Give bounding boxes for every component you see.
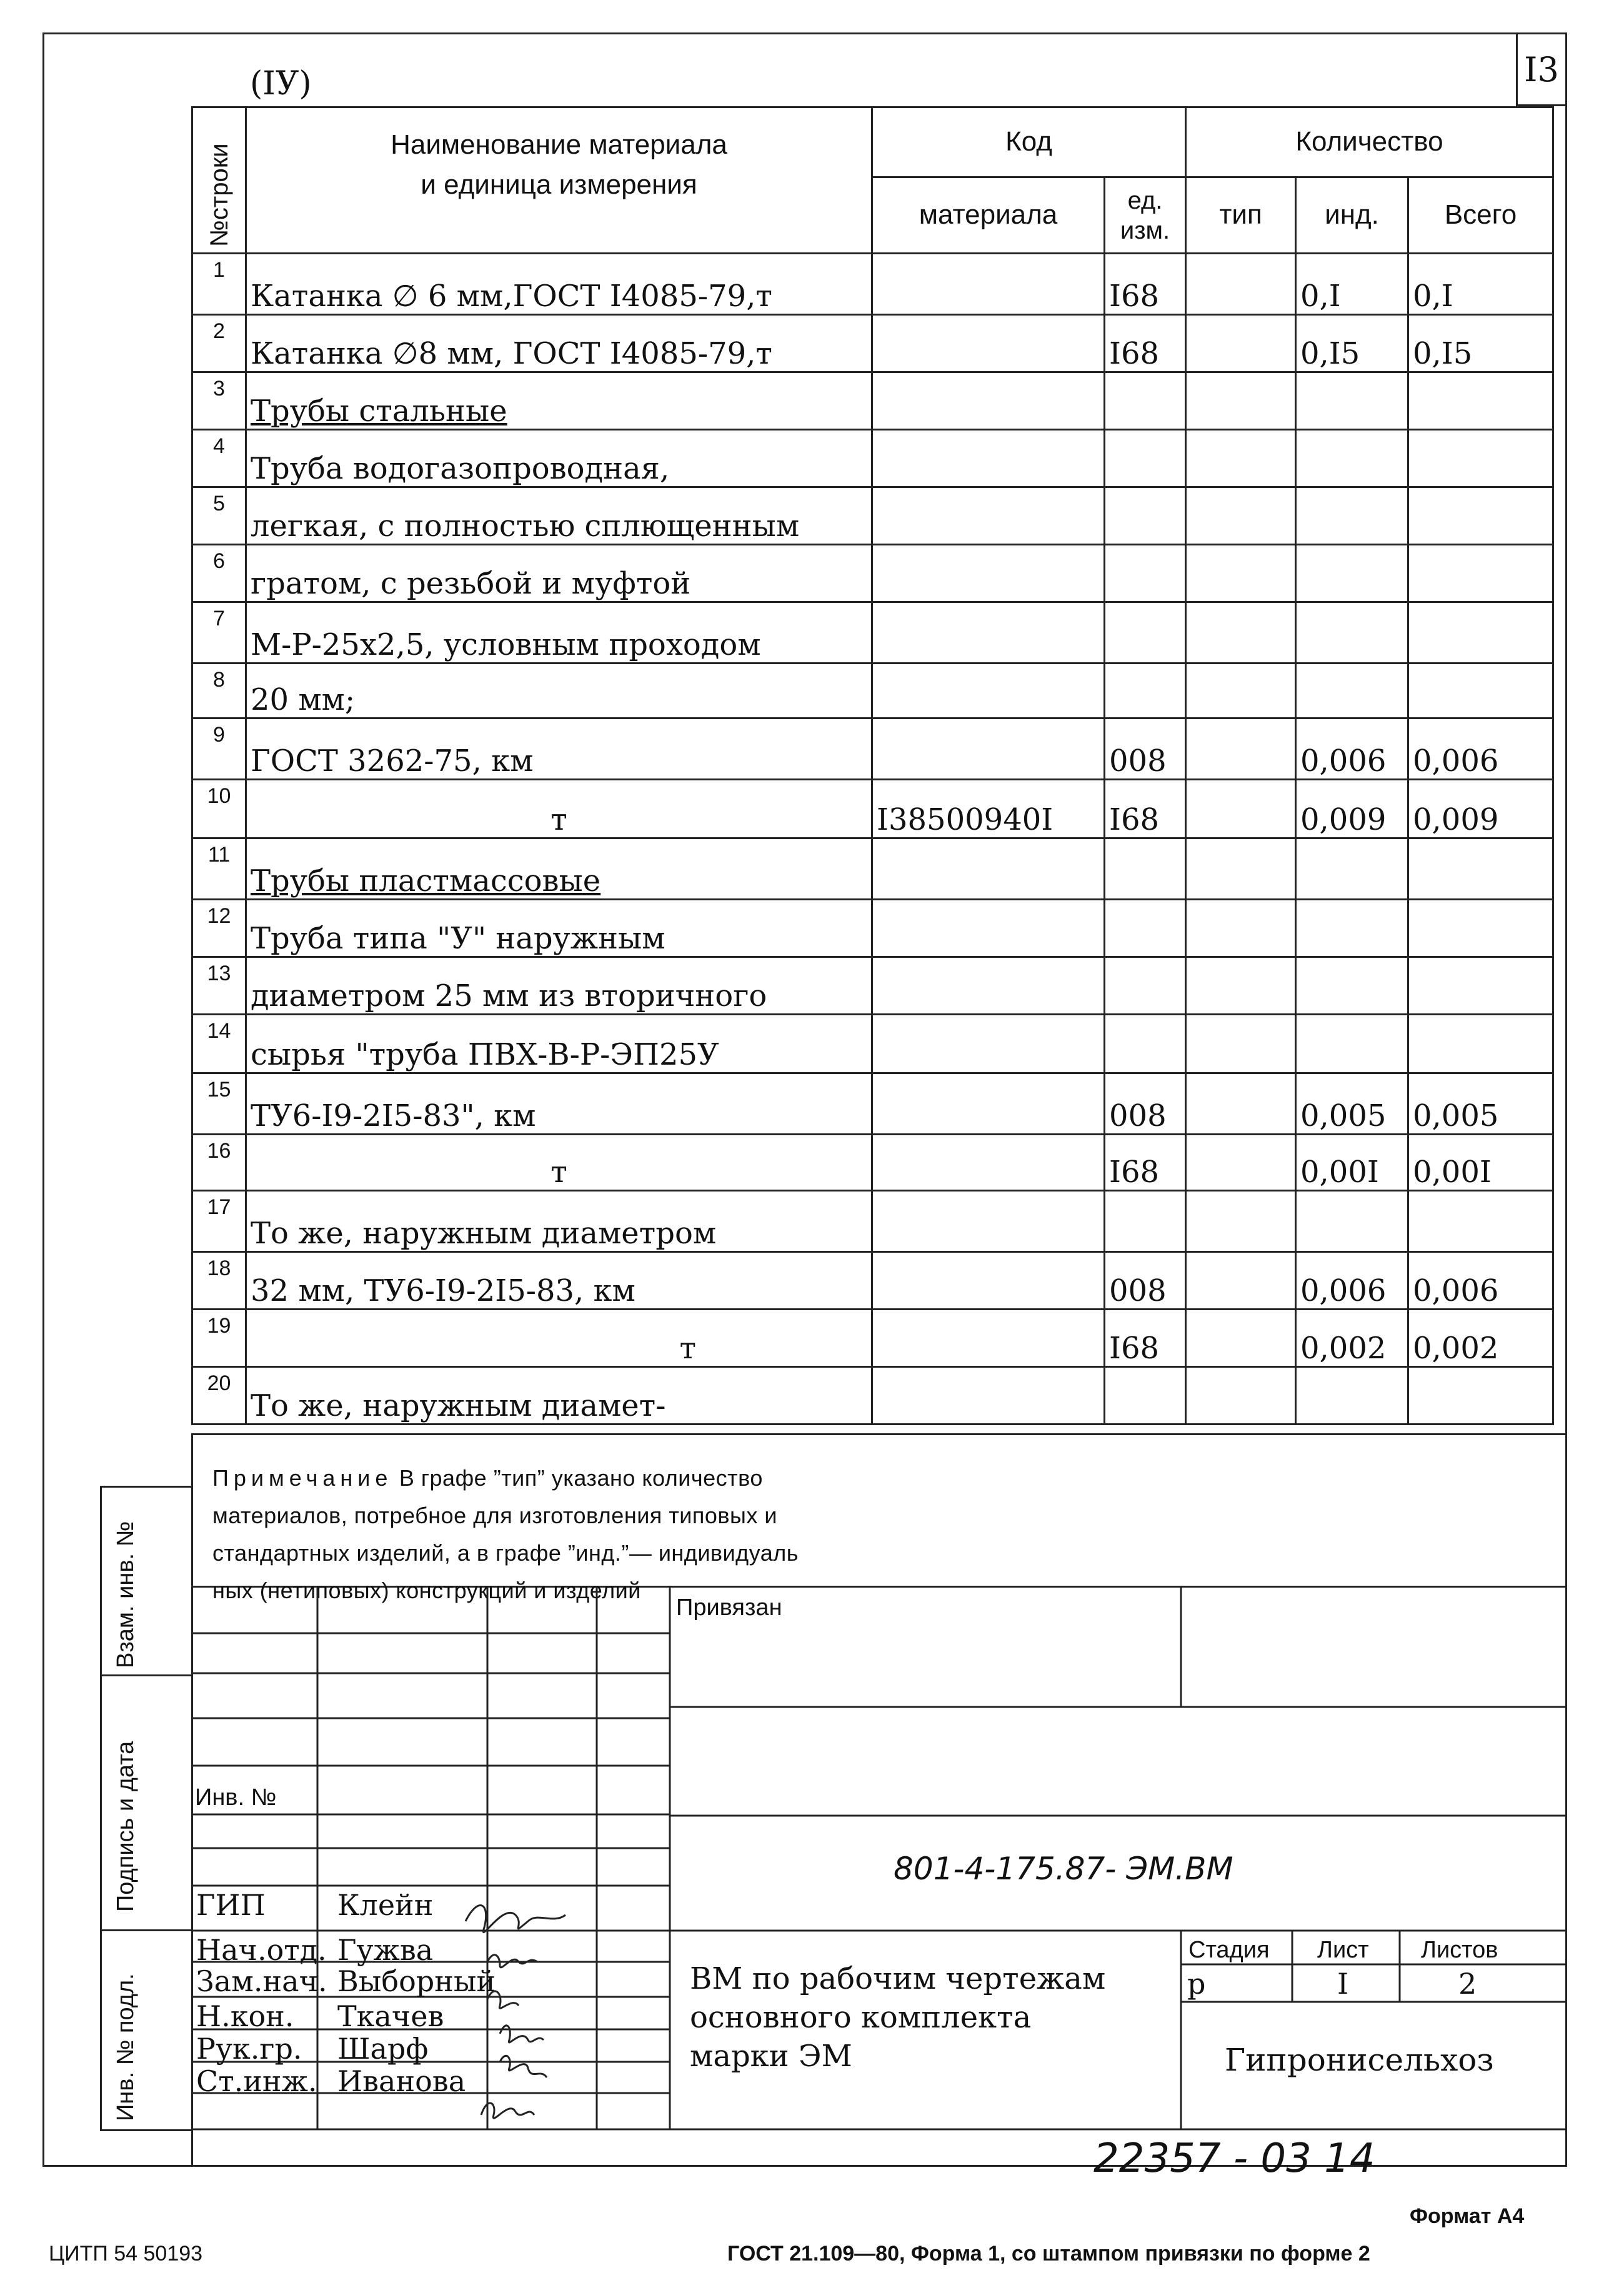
material-name-text: Катанка ∅8 мм, ГОСТ I4085-79,т bbox=[251, 336, 772, 371]
unit-code-text: I68 bbox=[1109, 336, 1160, 371]
material-name-text: ТУ6-I9-2I5-83", км bbox=[251, 1098, 536, 1133]
qty-total-text: 0,005 bbox=[1413, 1098, 1499, 1133]
material-name-text: То же, наружным диаметром bbox=[251, 1216, 717, 1251]
row-number-text: 16 bbox=[207, 1139, 231, 1163]
material-name-text: гратом, с резьбой и муфтой bbox=[251, 566, 691, 601]
unit-code-text: I68 bbox=[1109, 279, 1160, 314]
row-number-text: 9 bbox=[213, 723, 225, 747]
signatory-name: Иванова bbox=[337, 2064, 466, 2098]
unit-code-text: I68 bbox=[1109, 1331, 1160, 1366]
code-group-header: Код bbox=[872, 107, 1186, 177]
material-name-text: т bbox=[550, 1155, 567, 1190]
stage-label: Стадия bbox=[1188, 1937, 1270, 1963]
name-header-line1: Наименование материала bbox=[391, 129, 727, 161]
qty-total-text: 0,00I bbox=[1413, 1155, 1492, 1190]
quantity-group-header: Количество bbox=[1186, 107, 1553, 177]
row-number-text: 7 bbox=[213, 607, 225, 630]
format-label: Формат А4 bbox=[1410, 2204, 1525, 2228]
unit-code-text: 008 bbox=[1109, 744, 1167, 778]
signatory-name: Шарф bbox=[337, 2032, 429, 2066]
row-number-text: 5 bbox=[213, 492, 225, 515]
code-material-header: материала bbox=[872, 177, 1105, 254]
material-name-text: т bbox=[550, 802, 567, 837]
unit-code-text: 008 bbox=[1109, 1273, 1167, 1308]
note-line1: В графе ”тип” указано количество bbox=[392, 1465, 763, 1491]
signatory-role: Зам.нач. bbox=[196, 1964, 327, 1998]
row-number-header-text: №строки bbox=[206, 143, 233, 247]
row-number-text: 3 bbox=[213, 377, 225, 400]
material-name-text: легкая, с полностью сплющенным bbox=[251, 509, 800, 544]
row-number-text: 18 bbox=[207, 1256, 231, 1280]
signatory-role: Нач.отд. bbox=[196, 1933, 327, 1967]
note-line2: материалов, потребное для изготовления типовых и bbox=[212, 1503, 778, 1528]
material-name-text: Катанка ∅ 6 мм,ГОСТ I4085-79,т bbox=[251, 279, 772, 314]
doc-title-line3: марки ЭМ bbox=[690, 2039, 852, 2074]
side-label-vzam: Взам. инв. № bbox=[112, 1521, 139, 1668]
document-code: 801-4-175.87- ЭМ.ВМ bbox=[894, 1851, 1233, 1887]
row-number-text: 12 bbox=[207, 904, 231, 928]
row-number-text: 19 bbox=[207, 1314, 231, 1338]
material-name-text: т bbox=[679, 1331, 696, 1366]
row-number-text: 10 bbox=[207, 784, 231, 808]
row-number-text: 11 bbox=[207, 843, 231, 867]
sheet-label: Лист bbox=[1317, 1937, 1369, 1963]
signatory-name: Выборный bbox=[337, 1964, 496, 1998]
row-number-text: 4 bbox=[213, 434, 225, 458]
row-number-text: 15 bbox=[207, 1078, 231, 1102]
row-number-text: 13 bbox=[207, 962, 231, 985]
row-number-text: 17 bbox=[207, 1195, 231, 1219]
qty-ind-text: 0,005 bbox=[1300, 1098, 1387, 1133]
qty-total-text: 0,002 bbox=[1413, 1331, 1499, 1366]
qty-ind-text: 0,002 bbox=[1300, 1331, 1387, 1366]
row-number-text: 14 bbox=[207, 1019, 231, 1043]
doc-title bbox=[690, 1959, 1105, 2076]
name-header-line2: и единица измерения bbox=[421, 169, 697, 201]
qty-ind-text: 0,006 bbox=[1300, 1273, 1387, 1308]
material-name-text: Трубы стальные bbox=[251, 394, 507, 429]
row-number-text: 2 bbox=[213, 319, 225, 343]
material-name-text: сырья "труба ПВХ-В-Р-ЭП25У bbox=[251, 1037, 719, 1072]
handwritten-number: 22357 - 03 14 bbox=[1093, 2136, 1375, 2182]
organization: Гипронисельхоз bbox=[1225, 2042, 1494, 2078]
sheets-label: Листов bbox=[1421, 1937, 1498, 1963]
signatory-role: Н.кон. bbox=[196, 1999, 294, 2033]
signatory-name: Клейн bbox=[337, 1888, 434, 1922]
unit-code-text: 008 bbox=[1109, 1098, 1167, 1133]
qty-ind-text: 0,I5 bbox=[1300, 336, 1360, 371]
qty-ind-text: 0,I bbox=[1300, 279, 1341, 314]
code-unit-header: ед. изм. bbox=[1105, 177, 1186, 254]
privyazan-label: Привязан bbox=[676, 1594, 782, 1621]
row-number-text: 20 bbox=[207, 1371, 231, 1395]
material-name-text: М-Р-25х2,5, условным проходом bbox=[251, 627, 761, 662]
qty-ind-text: 0,00I bbox=[1300, 1155, 1379, 1190]
doc-title-line2: основного комплекта bbox=[690, 2000, 1032, 2035]
footer-left: ЦИТП 54 50193 bbox=[49, 2242, 203, 2266]
stage-value: р bbox=[1187, 1967, 1206, 2001]
unit-code-text: I68 bbox=[1109, 1155, 1160, 1190]
side-label-podpis: Подпись и дата bbox=[112, 1741, 139, 1912]
qty-total-text: 0,006 bbox=[1413, 744, 1499, 778]
page-number: I3 bbox=[1524, 50, 1559, 89]
qty-total-header: Всего bbox=[1408, 177, 1553, 254]
qty-ind-text: 0,009 bbox=[1300, 802, 1387, 837]
inv-no-label: Инв. № bbox=[195, 1784, 277, 1811]
doc-title-line1: ВМ по рабочим чертежам bbox=[690, 1961, 1106, 1996]
material-name-text: То же, наружным диамет- bbox=[251, 1388, 666, 1423]
side-label-inv-podl: Инв. № подл. bbox=[112, 1973, 139, 2121]
qty-ind-text: 0,006 bbox=[1300, 744, 1387, 778]
section-marker: (IУ) bbox=[250, 65, 312, 102]
qty-ind-header: инд. bbox=[1296, 177, 1408, 254]
qty-total-text: 0,009 bbox=[1413, 802, 1499, 837]
signatory-role: Рук.гр. bbox=[196, 2032, 302, 2066]
material-name-text: 32 мм, ТУ6-I9-2I5-83, км bbox=[251, 1273, 635, 1308]
note-line3: стандартных изделий, а в графе ”инд.”— индивидуаль bbox=[212, 1540, 799, 1566]
material-name-text: Труба водогазопроводная, bbox=[251, 451, 670, 486]
unit-code-text: I68 bbox=[1109, 802, 1160, 837]
row-number-text: 8 bbox=[213, 668, 225, 692]
qty-total-text: 0,I bbox=[1413, 279, 1453, 314]
qty-type-header: тип bbox=[1186, 177, 1296, 254]
note-line4: ных (нетиповых) конструкций и изделий bbox=[212, 1578, 641, 1603]
row-number-text: 1 bbox=[213, 258, 225, 282]
footer-right: ГОСТ 21.109—80, Форма 1, со штампом привязки по форме 2 bbox=[727, 2242, 1370, 2266]
qty-total-text: 0,I5 bbox=[1413, 336, 1473, 371]
row-number-text: 6 bbox=[213, 549, 225, 573]
sheet-value: I bbox=[1337, 1967, 1349, 2001]
qty-total-text: 0,006 bbox=[1413, 1273, 1499, 1308]
sheets-value: 2 bbox=[1458, 1967, 1477, 2001]
material-name-text: ГОСТ 3262-75, км bbox=[251, 744, 534, 778]
material-code-text: I38500940I bbox=[877, 802, 1054, 837]
material-name-text: Трубы пластмассовые bbox=[251, 863, 601, 898]
signatory-name: Ткачев bbox=[337, 1999, 444, 2033]
material-name-text: Труба типа "У" наружным bbox=[251, 921, 665, 956]
signatory-role: ГИП bbox=[196, 1888, 266, 1922]
signatory-name: Гужва bbox=[337, 1933, 434, 1967]
material-name-text: диаметром 25 мм из вторичного bbox=[251, 978, 767, 1013]
signatory-role: Ст.инж. bbox=[196, 2064, 317, 2098]
note-lead: Примечание bbox=[212, 1465, 393, 1491]
material-name-text: 20 мм; bbox=[251, 682, 356, 717]
